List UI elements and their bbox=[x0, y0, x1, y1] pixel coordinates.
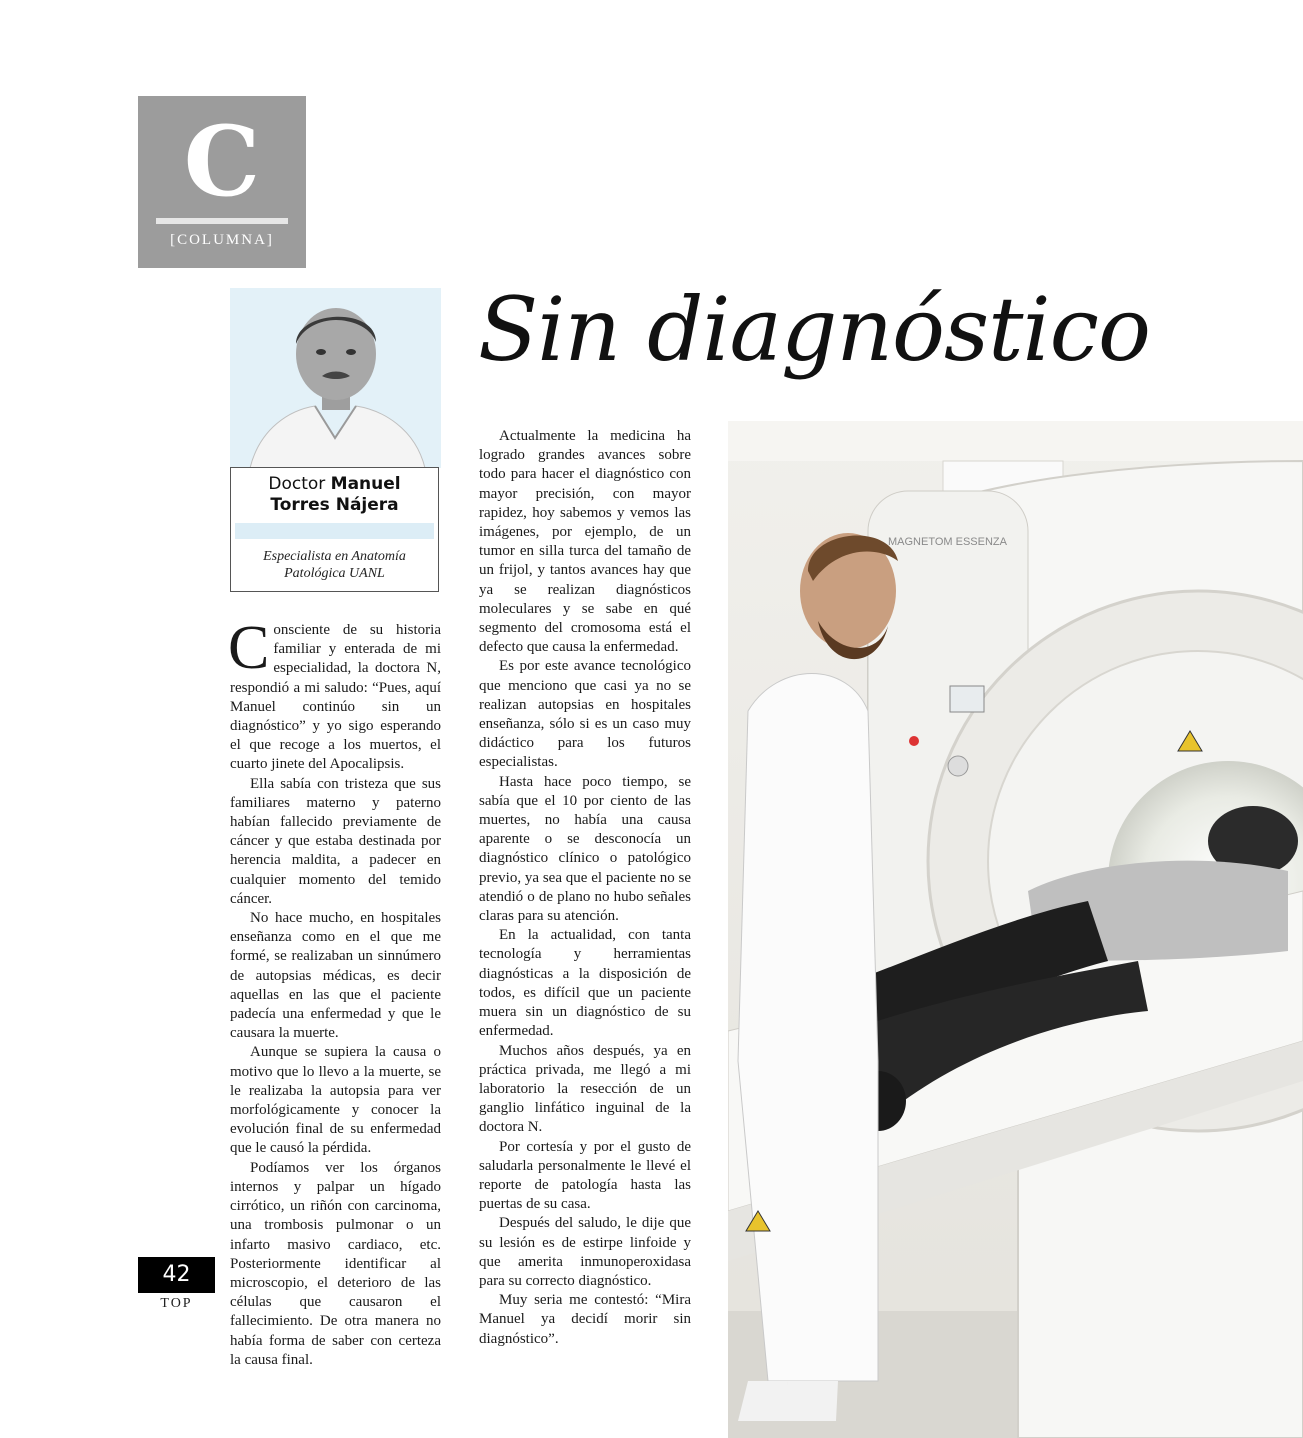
paragraph: No hace mucho, en hospitales enseñanza como en el que me formé, se realizaban un sinnúmero de autopsias médicas, es decir aquellas en las que el paciente padecía una enfermedad y que le causara la muerte. bbox=[230, 910, 441, 1042]
paragraph-text: onsciente de su historia familiar y enterada de mi especialidad, la doctora N, respondió a mi saludo: “Pues, aquí Manuel continúo sin un diagnóstico” y yo sigo esperando el que recoge a los muertos, el cuarto jinete del Apocalipsis. bbox=[230, 622, 441, 773]
author-portrait-image bbox=[230, 288, 441, 468]
author-divider-band bbox=[235, 523, 434, 539]
section-tag: TOP bbox=[160, 1296, 193, 1311]
article-column-middle bbox=[479, 427, 691, 1349]
badge-label: [COLUMNA] bbox=[170, 232, 274, 248]
paragraph bbox=[228, 614, 441, 775]
mri-photo bbox=[728, 421, 1303, 1438]
paragraph: Muchos años después, ya en práctica privada, me llegó a mi laboratorio la resección de un ganglio linfático inguinal de la doctora N. bbox=[479, 1042, 691, 1136]
author-title-line2: Patológica UANL bbox=[284, 566, 385, 581]
article-headline: Sin diagnóstico bbox=[478, 278, 1150, 381]
mri-scene-image bbox=[728, 421, 1303, 1438]
paragraph: Es por este avance tecnológico que menciono que casi ya no se realizan autopsias en hospitales enseñanza, sólo si es un caso muy didáctico para los futuros especialistas. bbox=[479, 658, 691, 771]
badge-divider bbox=[156, 218, 288, 224]
machine-label: MAGNETOM ESSENZA bbox=[888, 536, 1007, 548]
article-column-left bbox=[228, 614, 441, 1370]
author-name bbox=[231, 474, 438, 516]
page-number: 42 bbox=[138, 1257, 215, 1293]
paragraph: Después del saludo, le dije que su lesión es de estirpe linfoide y que amerita inmunoperoxidasa para su correcto diagnóstico. bbox=[479, 1215, 691, 1289]
author-title-line1: Especialista en Anatomía bbox=[263, 549, 406, 564]
author-prefix: Doctor bbox=[268, 474, 331, 494]
paragraph: Actualmente la medicina ha logrado grandes avances sobre todo para hacer el diagnóstico con mayor precisión, con mayor rapidez, hoy sabemos y vemos las imágenes, por ejemplo, de un tumor en silla turca del tamaño de un frijol, y tantos avances hay que ya se realizan diagnósticos moleculares y se sabe en qué segmento del cromosoma está el defecto que causa la enfermedad. bbox=[479, 428, 691, 656]
paragraph: Muy seria me contestó: “Mira Manuel ya decidí morir sin diagnóstico”. bbox=[479, 1292, 691, 1347]
author-title bbox=[231, 548, 438, 582]
paragraph: Ella sabía con tristeza que sus familiares materno y paterno habían fallecido previamente de cáncer y que estaba destinada por herencia maldita, a padecer en cualquier momento del temido cáncer. bbox=[230, 775, 441, 907]
paragraph: Podíamos ver los órganos internos y palpar un hígado cirrótico, un riñón con carcinoma, una trombosis pulmonar o un infarto masivo cardiaco, etc. Posteriormente identificar al microscopio, el deterioro de las células que causaron el fallecimiento. De otra manera no había forma de saber con certeza la causa final. bbox=[230, 1159, 441, 1368]
author-last-name: Torres Nájera bbox=[270, 495, 399, 515]
paragraph: Aunque se supiera la causa o motivo que lo llevo a la muerte, se le realizaba la autopsia para ver morfológicamente y conocer la evolución final de su enfermedad que le causó la pérdida. bbox=[230, 1044, 441, 1157]
paragraph: Por cortesía y por el gusto de saludarla personalmente le llevé el reporte de patología hasta las puertas de su casa. bbox=[479, 1138, 691, 1213]
author-box bbox=[230, 467, 439, 592]
paragraph: En la actualidad, con tanta tecnología y herramientas diagnósticas a la disposición de todos, es difícil que un paciente muera sin un diagnóstico de su enfermedad. bbox=[479, 927, 691, 1040]
badge-letter: C bbox=[183, 105, 261, 218]
column-badge bbox=[138, 96, 306, 268]
paragraph: Hasta hace poco tiempo, se sabía que el 10 por ciento de las muertes, no había una causa aparente o se desconocía un diagnóstico clínico o patológico previo, ya sea que el paciente no se atendió o de plano no hubo señales claras para su atención. bbox=[479, 773, 691, 925]
author-first-name: Manuel bbox=[330, 474, 401, 494]
author-photo bbox=[230, 288, 441, 468]
drop-cap: C bbox=[228, 614, 270, 682]
